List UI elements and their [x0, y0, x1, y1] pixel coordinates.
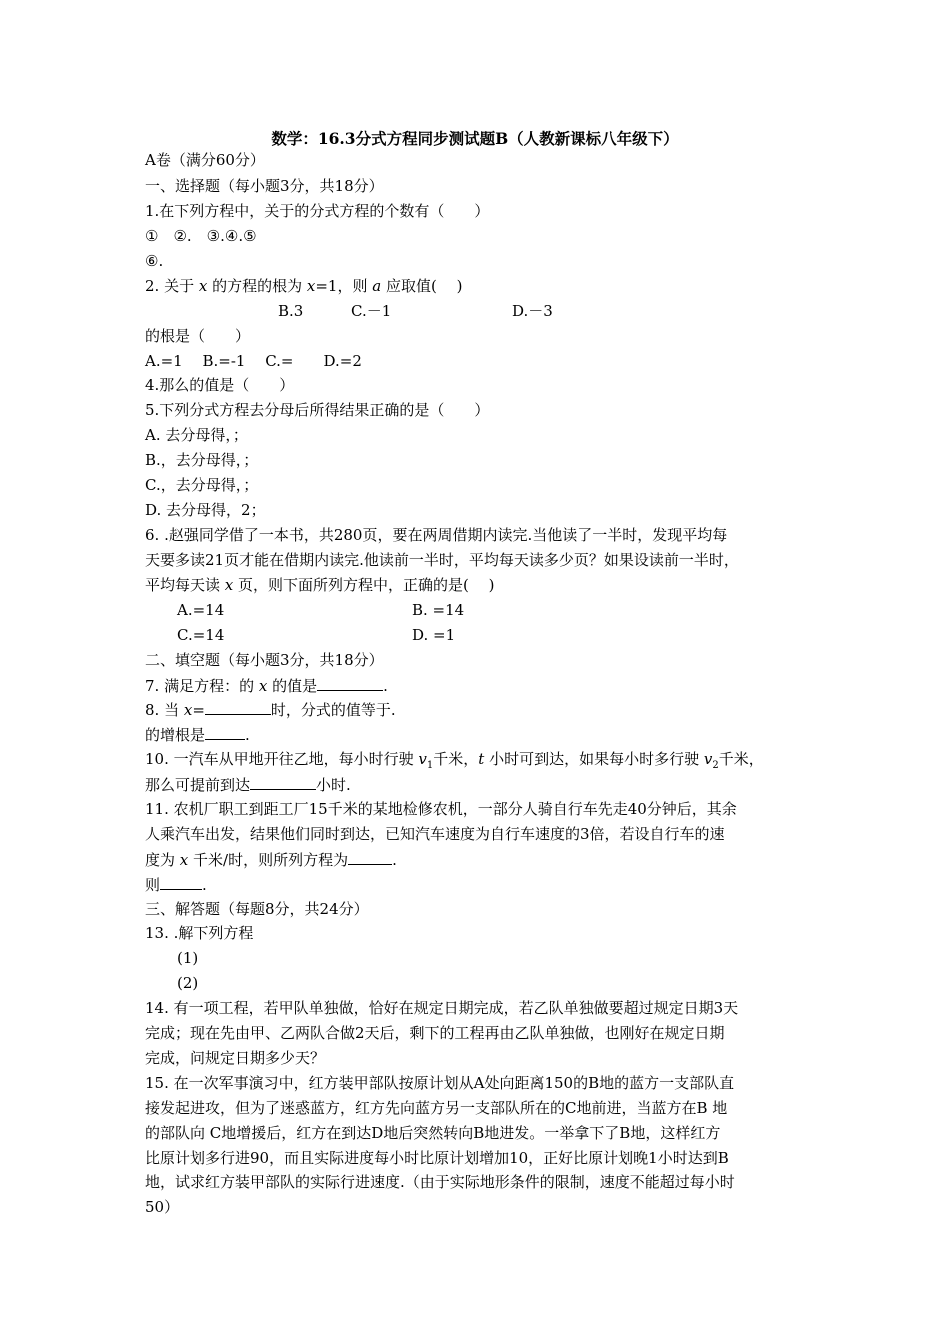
q10-v2: v	[703, 750, 713, 768]
question-12	[145, 874, 207, 895]
q10-mid: 千米，	[433, 750, 479, 768]
question-14-line-1: 14. 有一项工程，若甲队单独做，恰好在规定日期完成，若乙队单独做要超过规定日期3天	[145, 999, 739, 1017]
question-5-option-b: B.，去分母得，；	[145, 451, 259, 469]
question-5-option-d: D. 去分母得，2；	[145, 501, 266, 519]
question-15-line-2: 接发起进攻，但为了迷惑蓝方，红方先向蓝方另一支部队所在的C地前进，当蓝方在B 地	[145, 1099, 728, 1117]
question-8	[145, 699, 396, 720]
question-4: 4.那么的值是（ ）	[145, 376, 295, 394]
question-3: 的根是（ ）	[145, 327, 251, 345]
q2-post: 应取值( )	[381, 277, 463, 295]
question-5: 5.下列分式方程去分母后所得结果正确的是（ ）	[145, 401, 490, 419]
question-2-option-c: C.－1	[351, 302, 392, 320]
q11-pre: 度为	[145, 851, 180, 869]
q2-a: a	[372, 277, 382, 295]
question-14-line-2: 完成；现在先由甲、乙两队合做2天后，剩下的工程再由乙队单独做，也刚好在规定日期	[145, 1024, 725, 1042]
q9-pre: 的增根是	[145, 726, 206, 744]
q7-dot: .	[383, 677, 388, 695]
q2-pre: 2. 关于	[145, 277, 199, 295]
question-14-line-3: 完成，问规定日期多少天？	[145, 1049, 326, 1067]
question-11-line-3	[145, 849, 397, 870]
q11-blank	[348, 849, 392, 865]
q6-x: x	[224, 576, 234, 594]
q11-dot: .	[392, 851, 397, 869]
question-2-option-d: D.－3	[512, 302, 553, 320]
question-13: 13. .解下列方程	[145, 924, 254, 942]
part3-heading: 三、解答题（每题8分，共24分）	[145, 900, 369, 918]
q8-x: x	[183, 701, 193, 719]
q9-dot: .	[245, 726, 250, 744]
q2-x2: x	[306, 277, 316, 295]
q7-blank	[317, 675, 383, 691]
question-10-line-1	[145, 749, 764, 776]
q8-blank	[205, 699, 271, 715]
question-7	[145, 675, 388, 696]
q6-post: 页，则下面所列方程中，正确的是( )	[233, 576, 495, 594]
q12-pre: 则	[145, 876, 161, 894]
q10-blank	[250, 774, 316, 790]
part2-heading: 二、填空题（每小题3分，共18分）	[145, 651, 384, 669]
question-9	[145, 724, 250, 745]
q8-post: 时，分式的值等于.	[270, 701, 396, 719]
question-6-option-c: C.=14	[177, 626, 225, 644]
question-6-line-1: 6. .赵强同学借了一本书，共280页，要在两周借期内读完.当他读了一半时，发现平均每	[145, 526, 728, 544]
question-6-option-b: B. =14	[412, 601, 465, 619]
question-2	[145, 276, 462, 296]
q10-mid2: 小时可到达，如果每小时多行驶	[484, 750, 704, 768]
question-13-part-1: (1)	[177, 949, 199, 967]
question-1-option-6: ⑥.	[145, 252, 164, 270]
question-15-line-5: 地，试求红方装甲部队的实际行进速度.（由于实际地形条件的限制，速度不能超过每小时	[145, 1173, 735, 1191]
q10-v1-sub: 1	[426, 760, 434, 771]
q8-mid: =	[192, 701, 205, 719]
q7-pre: 7. 满足方程：的	[145, 677, 259, 695]
question-15-line-1: 15. 在一次军事演习中，红方装甲部队按原计划从A处向距离150的B地的蓝方一支部队直	[145, 1074, 735, 1092]
question-15-line-3: 的部队向 C地增援后，红方在到达D地后突然转向B地进发。一举拿下了B地，这样红方	[145, 1124, 721, 1142]
q12-dot: .	[202, 876, 207, 894]
q12-blank	[160, 874, 202, 890]
part1-heading: 一、选择题（每小题3分，共18分）	[145, 177, 384, 195]
question-10-line-2	[145, 774, 351, 795]
question-1-options: ① ②. ③.④.⑤	[145, 227, 257, 245]
question-6-option-d: D. =1	[412, 626, 456, 644]
question-6-line-3	[145, 575, 495, 595]
question-2-option-b: B.3	[278, 302, 304, 320]
question-3-options: A.=1 B.=-1 C.= D.=2	[145, 352, 362, 370]
section-a-heading: A卷（满分60分）	[145, 151, 265, 169]
q7-post: 的值是	[267, 677, 318, 695]
q10-t: t	[478, 750, 485, 768]
question-11-line-2: 人乘汽车出发，结果他们同时到达，已知汽车速度为自行车速度的3倍，若设自行车的速	[145, 825, 725, 843]
q2-mid1: 的方程的根为	[207, 277, 307, 295]
q11-x: x	[179, 851, 189, 869]
question-6-option-a: A.=14	[177, 601, 225, 619]
q10-l2-pre: 那么可提前到达	[145, 776, 251, 794]
question-5-option-c: C.，去分母得，；	[145, 476, 259, 494]
q9-blank	[205, 724, 245, 740]
question-11-line-1: 11. 农机厂职工到距工厂15千米的某地检修农机，一部分人骑自行车先走40分钟后，其余	[145, 800, 737, 818]
question-13-part-2: (2)	[177, 974, 199, 992]
q10-l2-post: 小时.	[316, 776, 351, 794]
q8-pre: 8. 当	[145, 701, 184, 719]
q10-pre: 10. 一汽车从甲地开往乙地，每小时行驶	[145, 750, 419, 768]
question-6-line-2: 天要多读21页才能在借期内读完.他读前一半时，平均每天读多少页？如果设读前一半时，	[145, 551, 739, 569]
question-1: 1.在下列方程中，关于的分式方程的个数有（ ）	[145, 202, 490, 220]
q2-mid2: =1，则	[315, 277, 373, 295]
q10-v1: v	[418, 750, 427, 768]
question-15-line-4: 比原计划多行进90，而且实际进度每小时比原计划增加10，正好比原计划晚1小时达到B	[145, 1149, 729, 1167]
q7-x: x	[258, 677, 268, 695]
question-5-option-a: A. 去分母得，；	[145, 426, 248, 444]
q10-post: 千米，	[718, 750, 764, 768]
q6-pre: 平均每天读	[145, 576, 225, 594]
q2-x: x	[198, 277, 208, 295]
question-15-line-6: 50）	[145, 1198, 180, 1216]
document-title: 数学：16.3分式方程同步测试题B（人教新课标八年级下）	[271, 129, 679, 148]
q11-post: 千米/时，则所列方程为	[188, 851, 349, 869]
q10-v2-sub: 2	[712, 760, 719, 771]
